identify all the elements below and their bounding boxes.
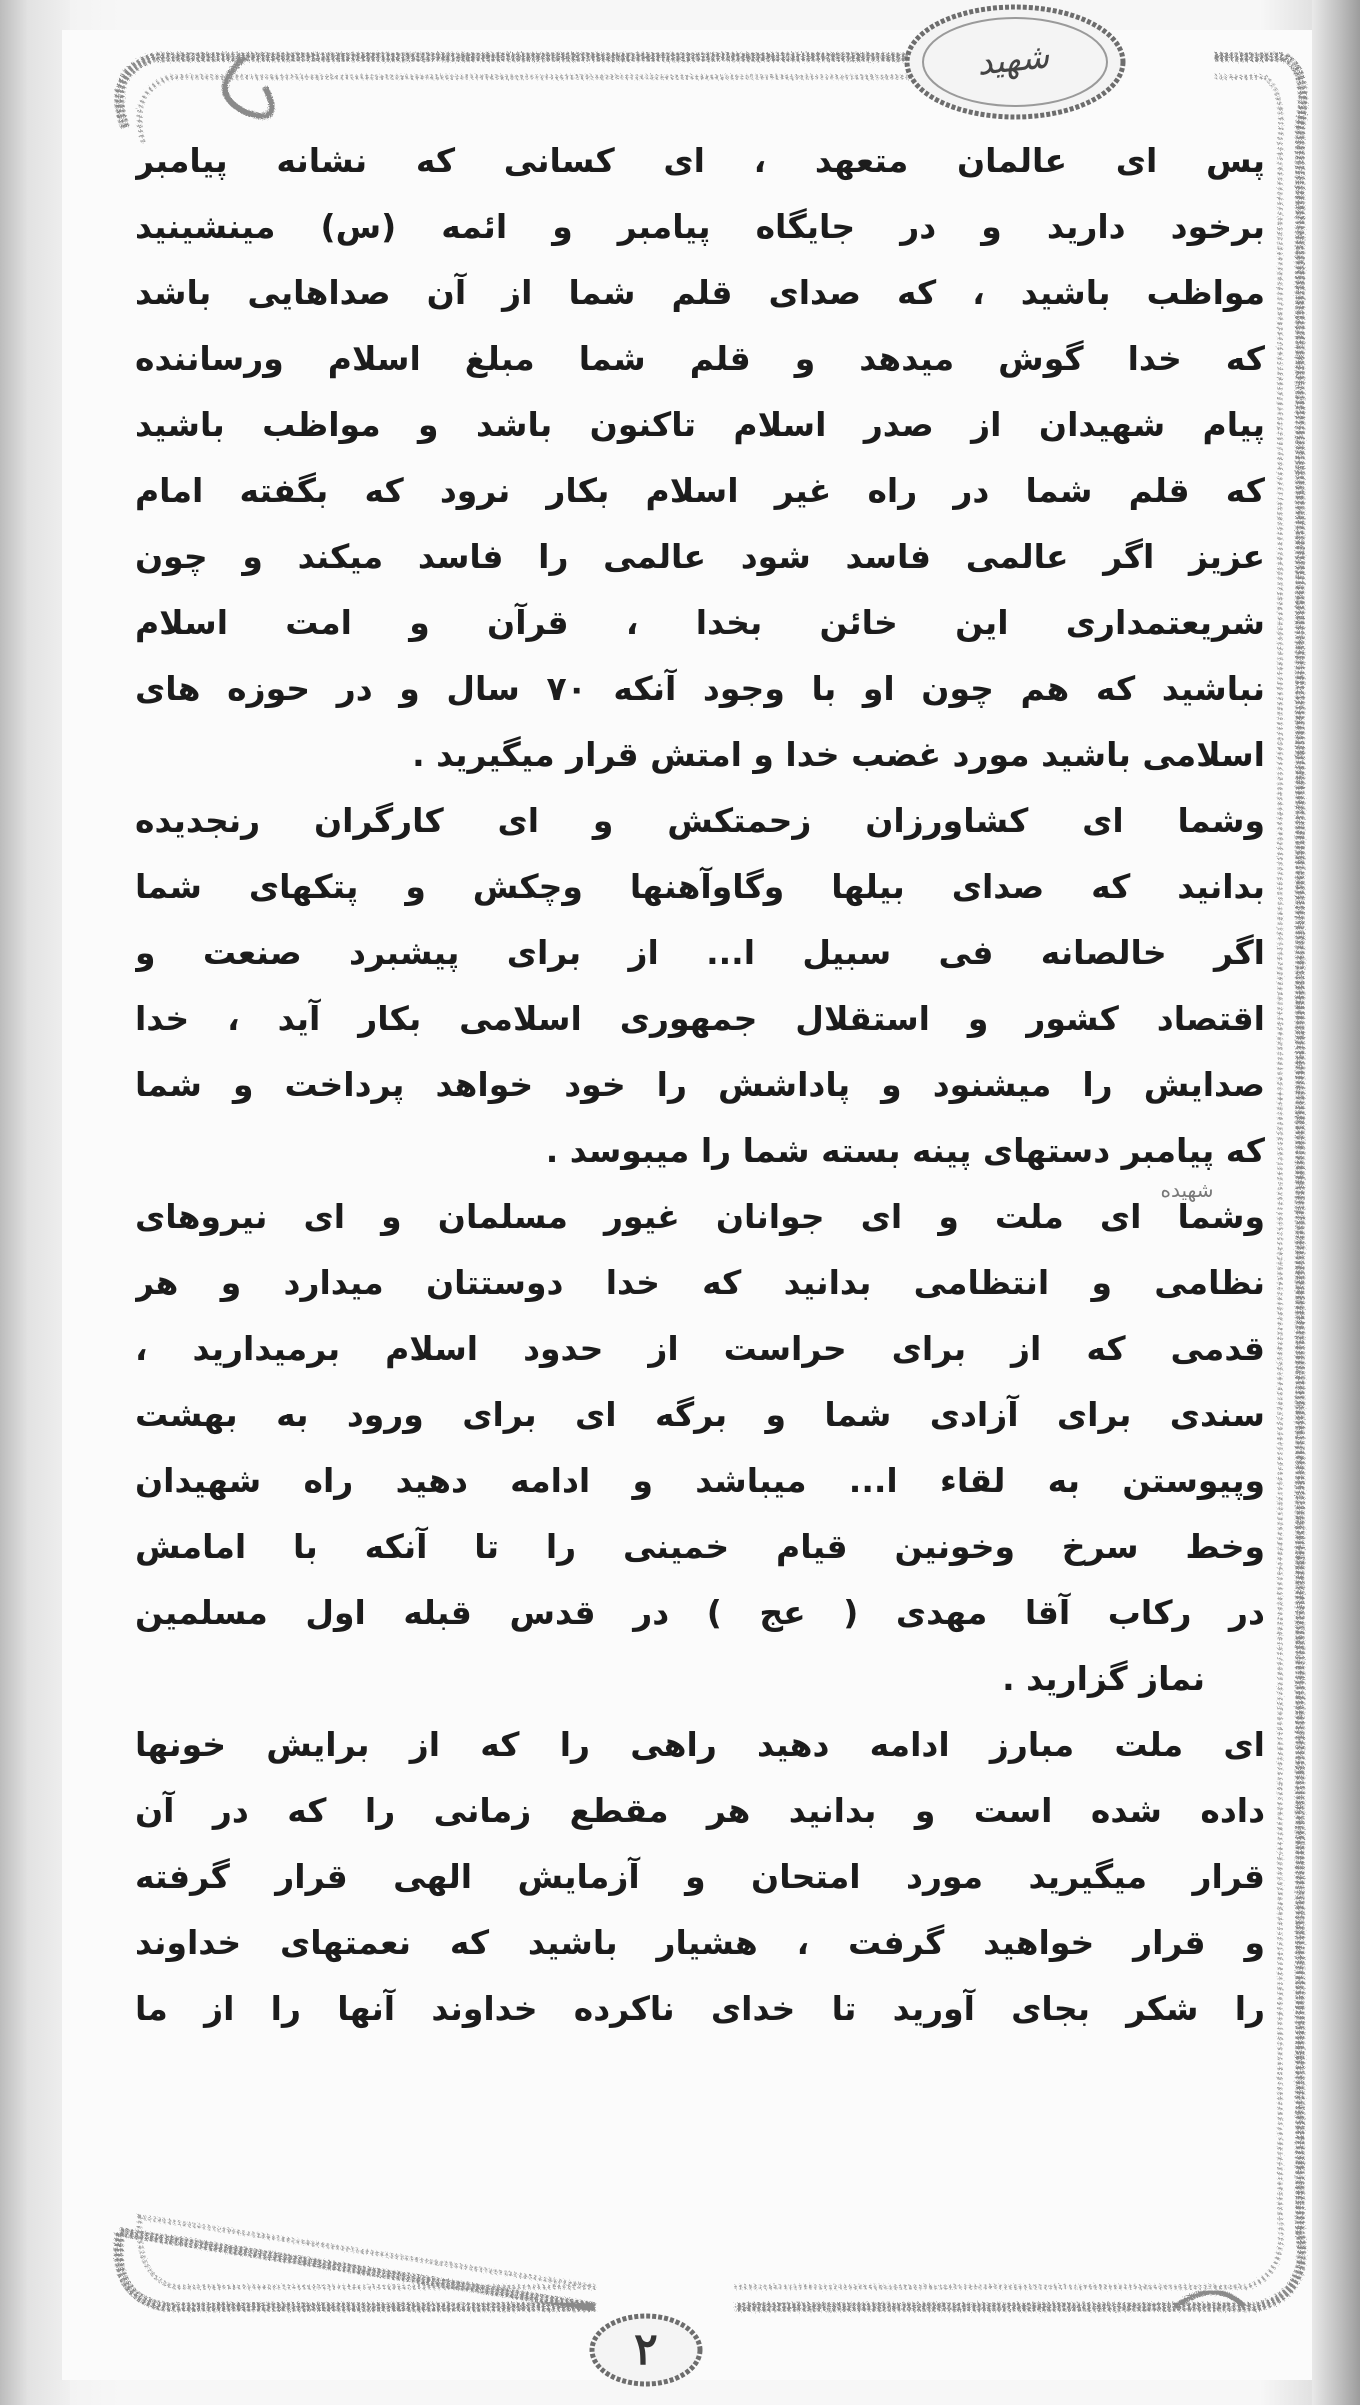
body-line: شریعتمداری این خائن بخدا ، قرآن و امت اسلام bbox=[135, 603, 1265, 642]
body-line: اگر خالصانه فی سبیل ا... از برای پیشبرد صنعت و bbox=[135, 933, 1265, 972]
body-line: وپیوستن به لقاء ا... میباشد و ادامه دهید راه شهیدان bbox=[135, 1461, 1265, 1500]
body-line: برخود دارید و در جایگاه پیامبر و ائمه (س) مینشینید bbox=[135, 207, 1265, 246]
body-line: که خدا گوش میدهد و قلم شما مبلغ اسلام ورساننده bbox=[135, 339, 1265, 378]
body-line: عزیز اگر عالمی فاسد شود عالمی را فاسد میکند و چون bbox=[135, 537, 1265, 576]
document-body bbox=[135, 128, 1265, 2298]
margin-annotation: شهیده bbox=[1160, 1178, 1214, 1202]
right-page-edge bbox=[1312, 0, 1360, 2405]
body-line: اقتصاد کشور و استقلال جمهوری اسلامی بکار آید ، خدا bbox=[135, 999, 1265, 1038]
page-number: ۲ bbox=[634, 2324, 658, 2375]
body-line: قرار میگیرید مورد امتحان و آزمایش الهی قرار گرفته bbox=[135, 1857, 1265, 1896]
body-line: وخط سرخ وخونین قیام خمینی را تا آنکه با امامش bbox=[135, 1527, 1265, 1566]
body-line: در رکاب آقا مهدی ( عج ) در قدس قبله اول مسلمین bbox=[135, 1593, 1265, 1632]
body-line: وشما ای کشاورزان زحمتکش و ای کارگران رنجدیده bbox=[135, 801, 1265, 840]
seal-calligraphy-text: شهید bbox=[974, 36, 1052, 84]
body-line: نباشید که هم چون او با وجود آنکه ۷۰ سال و در حوزه های bbox=[135, 669, 1265, 708]
left-page-edge bbox=[0, 0, 70, 2405]
body-line: قدمی که از برای حراست از حدود اسلام برمیدارید ، bbox=[135, 1329, 1265, 1368]
body-line: و قرار خواهید گرفت ، هشیار باشید که نعمتهای خداوند bbox=[135, 1923, 1265, 1962]
body-line: اسلامی باشید مورد غضب خدا و امتش قرار میگیرید . bbox=[412, 735, 1265, 774]
body-line: مواظب باشید ، که صدای قلم شما از آن صداهایی باشد bbox=[135, 273, 1265, 312]
body-line: بدانید که صدای بیلها وگاوآهنها وچکش و پتکهای شما bbox=[135, 867, 1265, 906]
body-line: پیام شهیدان از صدر اسلام تاکنون باشد و مواظب باشید bbox=[135, 405, 1265, 444]
body-line: نظامی و انتظامی بدانید که خدا دوستتان میدارد و هر bbox=[135, 1263, 1265, 1302]
body-line: را شکر بجای آورید تا خدای ناکرده خداوند آنها را از ما bbox=[135, 1989, 1265, 2028]
body-line: که قلم شما در راه غیر اسلام بکار نرود که بگفته امام bbox=[135, 471, 1265, 510]
body-line: سندی برای آزادی شما و برگه ای برای ورود به بهشت bbox=[135, 1395, 1265, 1434]
body-line: صدایش را میشنود و پاداشش را خود خواهد پرداخت و شما bbox=[135, 1065, 1265, 1104]
body-line: پس ای عالمان متعهد ، ای کسانی که نشانه پیامبر bbox=[135, 141, 1265, 180]
body-line: داده شده است و بدانید هر مقطع زمانی را که در آن bbox=[135, 1791, 1265, 1830]
body-line: وشما ای ملت و ای جوانان غیور مسلمان و ای نیروهای bbox=[135, 1197, 1265, 1236]
body-line: ای ملت مبارز ادامه دهید راهی را که از برایش خونها bbox=[135, 1725, 1265, 1764]
body-line: نماز گزارید . bbox=[1002, 1659, 1205, 1698]
body-line: که پیامبر دستهای پینه بسته شما را میبوسد . bbox=[545, 1131, 1265, 1170]
